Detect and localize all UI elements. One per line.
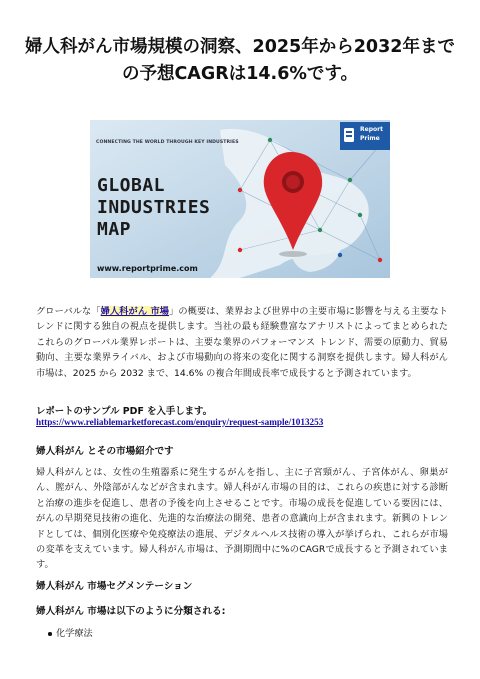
market-intro-heading: 婦人科がん とその市場紹介です (36, 446, 174, 457)
hero-headline-2: INDUSTRIES (97, 197, 211, 218)
sample-heading: レポートのサンプル PDF を入手します。 (36, 406, 212, 417)
intro-paragraph (36, 304, 448, 381)
page-title: 婦人科がん市場規模の洞察、2025年から2032年までの予想CAGRは14.6%です。 (25, 37, 455, 84)
intro-prefix: グローバルな「 (36, 306, 101, 317)
segmentation-heading: 婦人科がん 市場セグメンテーション (36, 581, 193, 592)
intro-suffix: 」の概要は、業界および世界中の主要市場に影響を与える主要なトレンドに関する独自の視点を提供します。当社の最も経験豊富なアナリストによってまとめられたこれらのグローバル業界レポートは、主要な業界のパフォーマンス トレンド、需要の原動力、貿易動向、主要な業界ライバル、および市場動向の将来の変化に関する洞察を提供します。婦人科がん 市場は、2025 から 2032 まで、14.6% の複合年間成長率で成長すると予測されています。 (36, 306, 448, 379)
list-item: 化学療法 (36, 626, 93, 641)
market-link[interactable]: 婦人科がん 市場 (100, 306, 170, 317)
hero-banner (90, 120, 390, 278)
market-intro-paragraph: 婦人科がんとは、女性の生殖器系に発生するがんを指し、主に子宮頸がん、子宮体がん、卵巣がん、膣がん、外陰部がんなどが含まれます。婦人科がん市場の目的は、これらの疾患に対する診断と治療の進歩を促進し、患者の予後を向上させることです。市場の成長を促進している要因には、がんの早期発見技術の進化、先進的な治療法の開発、患者の意識向上が含まれます。新興のトレンドとしては、個別化医療や免疫療法の進展、デジタルヘルス技術の導入が挙げられ、これらが市場の変革を支えています。婦人科がん市場は、予測期間中に%のCAGRで成長すると予測されています。 (36, 467, 448, 571)
brand-line-2: Prime (360, 135, 380, 142)
sample-request-link[interactable]: https://www.reliablemarketforecast.com/enquiry/request-sample/1013253 (36, 417, 324, 427)
hero-headline-3: MAP (97, 219, 132, 240)
hero-headline-1: GLOBAL (97, 175, 166, 196)
hero-url: www.reportprime.com (97, 264, 198, 273)
hero-tagline: CONNECTING THE WORLD THROUGH KEY INDUSTRIES (96, 140, 239, 145)
brand-line-1: Report (360, 126, 383, 133)
bullet-icon (48, 632, 52, 636)
segment-list (36, 626, 93, 641)
classification-heading: 婦人科がん 市場は以下のように分類される: (36, 606, 226, 617)
